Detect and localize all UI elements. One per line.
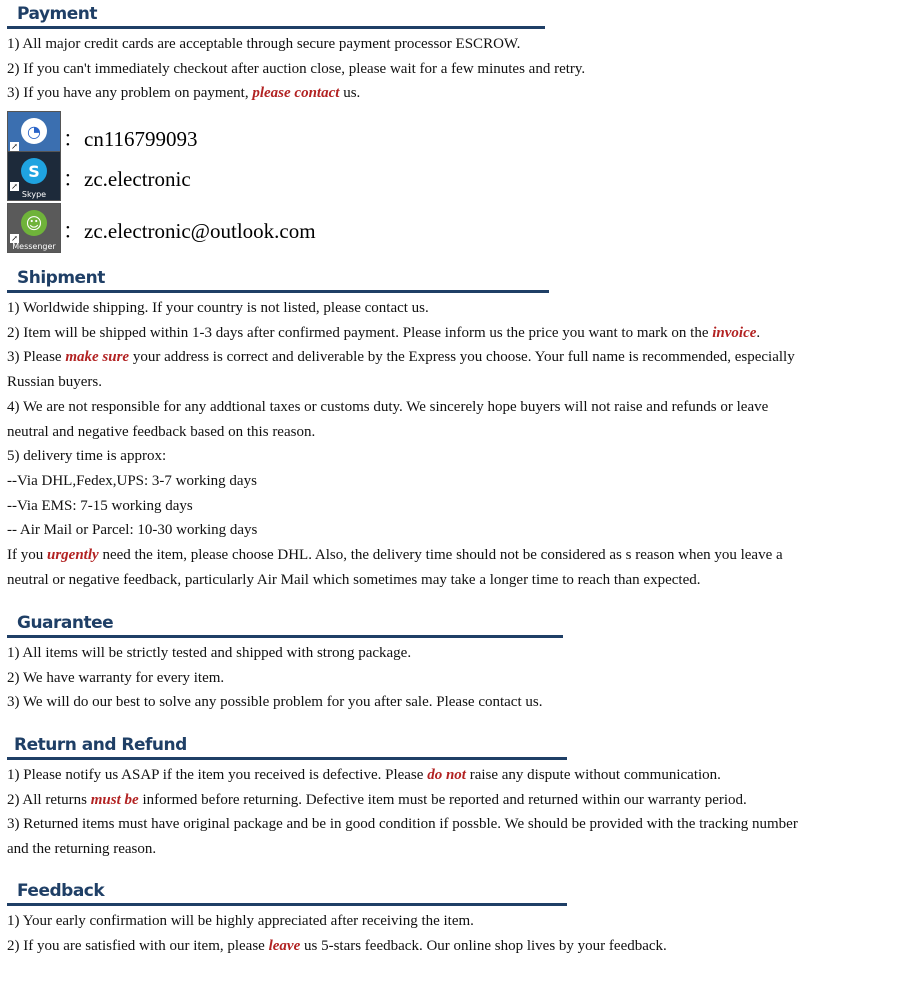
line-text: us. xyxy=(339,85,361,102)
line-text: need the item, please choose DHL. Also, the delivery time should not be considered as s reason when you leave a xyxy=(98,547,783,564)
messenger-icon[interactable]: ☺ ↗ Messenger xyxy=(7,203,61,253)
line-text: us 5-stars feedback. Our online shop lives by your feedback. xyxy=(300,937,667,954)
payment-section xyxy=(7,4,893,106)
guarantee-title: Guarantee xyxy=(17,613,114,633)
line-text: 4) We are not responsible for any addtional taxes or customs duty. We sincerely hope buyers will not raise and refunds or leave xyxy=(7,398,769,415)
text-line xyxy=(7,543,893,568)
feedback-title: Feedback xyxy=(17,881,105,901)
line-text: 1) All items will be strictly tested and shipped with strong package. xyxy=(7,645,412,661)
shipment-lines xyxy=(7,296,893,592)
line-text: raise any dispute without communication. xyxy=(465,767,721,783)
shipment-title: Shipment xyxy=(17,268,105,288)
shipment-header xyxy=(7,268,893,296)
line-text: Russian buyers. xyxy=(7,374,102,391)
skype-icon[interactable]: S ↗ Skype xyxy=(7,151,61,201)
skype-id: ：zc.electronic xyxy=(63,167,191,191)
line-text: 1) Please notify us ASAP if the item you received is defective. Please xyxy=(7,767,428,783)
text-line xyxy=(7,763,893,788)
text-line xyxy=(7,788,893,813)
line-text: 2) If you are satisfied with our item, please xyxy=(7,937,269,954)
line-text: neutral or negative feedback, particularly Air Mail which sometimes may take a longer time to reach than expected. xyxy=(7,571,701,588)
line-text: If you xyxy=(7,547,47,564)
text-line xyxy=(7,370,893,395)
guarantee-rule xyxy=(7,635,563,638)
payment-rule xyxy=(7,26,545,29)
line-text: 2) All returns xyxy=(7,791,91,808)
payment-lines xyxy=(7,32,893,106)
feedback-section xyxy=(7,881,893,958)
guarantee-section xyxy=(7,613,893,715)
line-text: -- Air Mail or Parcel: 10-30 working days xyxy=(7,522,258,539)
text-line xyxy=(7,641,893,666)
line-text: 3) Returned items must have original package and be in good condition if possble. We should be provided with the tracking number xyxy=(7,816,798,833)
line-text: your address is correct and deliverable by the Express you choose. Your full name is recommended, especially xyxy=(129,349,795,366)
messenger-email: ：zc.electronic@outlook.com xyxy=(63,219,316,243)
qq-icon[interactable]: ◔ ↗ xyxy=(7,111,61,161)
refund-rule xyxy=(7,757,567,760)
line-text: --Via DHL,Fedex,UPS: 3-7 working days xyxy=(7,472,257,489)
refund-section xyxy=(7,735,893,862)
shipment-section xyxy=(7,268,893,592)
feedback-header xyxy=(7,881,893,909)
emphasis-text: do not xyxy=(427,767,466,783)
feedback-lines xyxy=(7,909,893,958)
line-text: 1) All major credit cards are acceptable through secure payment processor ESCROW. xyxy=(7,36,521,52)
text-line xyxy=(7,812,893,837)
text-line xyxy=(7,420,893,445)
text-line xyxy=(7,57,893,82)
emphasis-text: urgently xyxy=(47,547,99,564)
shipment-rule xyxy=(7,290,549,293)
qq-number: ：cn116799093 xyxy=(63,127,198,151)
text-line xyxy=(7,345,893,370)
line-text: 3) We will do our best to solve any possible problem for you after sale. Please contact us. xyxy=(7,694,543,711)
emphasis-text: please contact xyxy=(252,85,340,102)
line-text: 1) Your early confirmation will be highly appreciated after receiving the item. xyxy=(7,913,474,929)
line-text: . xyxy=(756,324,761,341)
emphasis-text: make sure xyxy=(65,349,130,366)
text-line xyxy=(7,469,893,494)
text-line xyxy=(7,837,893,862)
refund-title: Return and Refund xyxy=(14,735,187,755)
text-line xyxy=(7,568,893,593)
payment-header xyxy=(7,4,893,32)
text-line xyxy=(7,444,893,469)
text-line xyxy=(7,395,893,420)
refund-header xyxy=(7,735,893,763)
feedback-rule xyxy=(7,903,567,906)
text-line xyxy=(7,934,893,959)
contact-skype xyxy=(7,151,407,201)
text-line xyxy=(7,32,893,57)
line-text: 2) Item will be shipped within 1-3 days after confirmed payment. Please inform us the price you want to mark on the xyxy=(7,324,713,341)
line-text: 3) Please xyxy=(7,349,66,366)
line-text: informed before returning. Defective item must be reported and returned within our warranty period. xyxy=(138,791,747,808)
text-line xyxy=(7,666,893,691)
text-line xyxy=(7,494,893,519)
text-line xyxy=(7,81,893,106)
text-line xyxy=(7,321,893,346)
line-text: and the returning reason. xyxy=(7,841,157,858)
text-line xyxy=(7,909,893,934)
line-text: 2) We have warranty for every item. xyxy=(7,669,225,686)
line-text: 3) If you have any problem on payment, xyxy=(7,85,253,102)
text-line xyxy=(7,518,893,543)
guarantee-header xyxy=(7,613,893,641)
text-line xyxy=(7,296,893,321)
line-text: --Via EMS: 7-15 working days xyxy=(7,497,193,514)
emphasis-text: invoice xyxy=(712,324,757,341)
guarantee-lines xyxy=(7,641,893,715)
line-text: 2) If you can't immediately checkout after auction close, please wait for a few minutes and retry. xyxy=(7,60,586,77)
text-line xyxy=(7,690,893,715)
line-text: neutral and negative feedback based on this reason. xyxy=(7,423,316,440)
emphasis-text: must be xyxy=(90,791,139,808)
line-text: 5) delivery time is approx: xyxy=(7,448,167,465)
line-text: 1) Worldwide shipping. If your country is not listed, please contact us. xyxy=(7,300,429,316)
payment-title: Payment xyxy=(17,4,98,24)
refund-lines xyxy=(7,763,893,862)
contact-messenger xyxy=(7,203,407,253)
emphasis-text: leave xyxy=(268,937,301,954)
